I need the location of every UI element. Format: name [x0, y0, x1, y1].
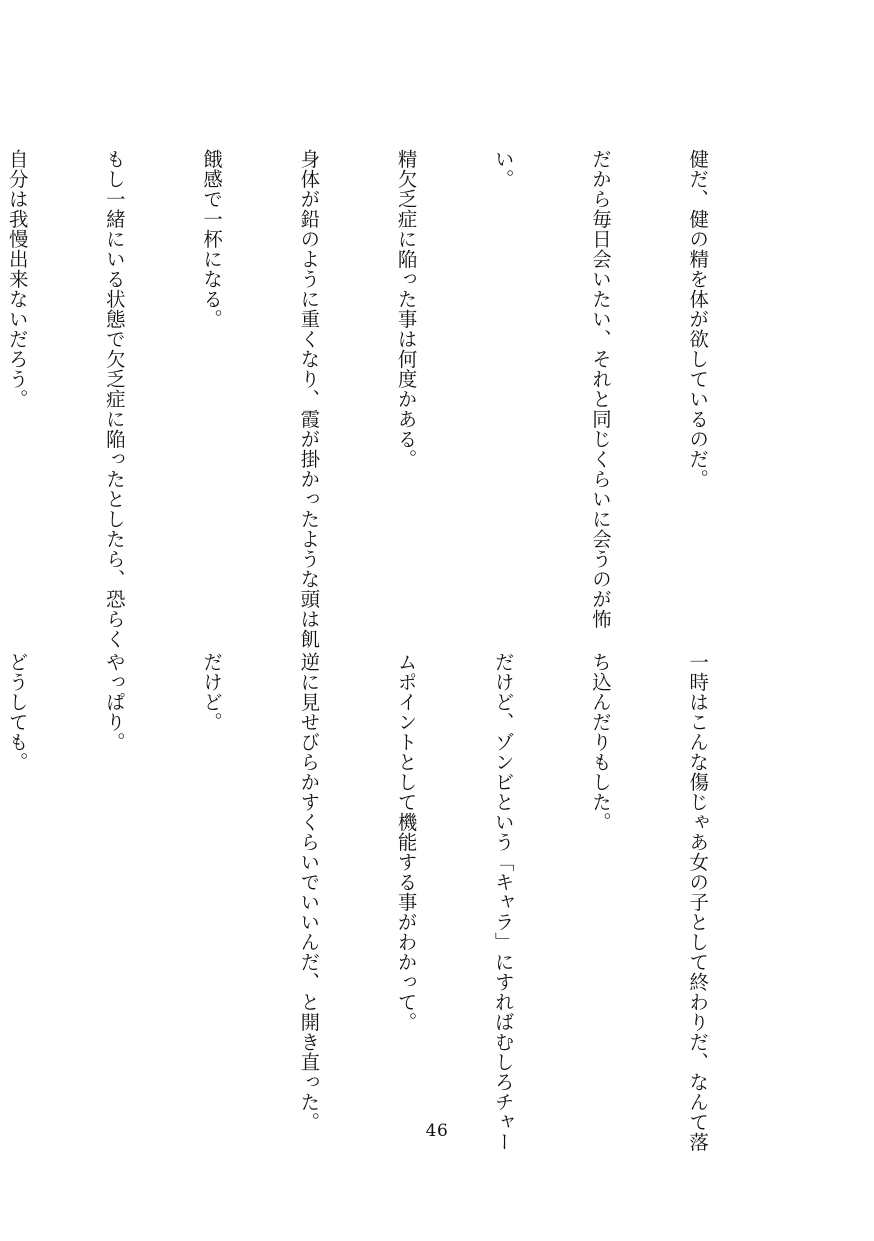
text-line: 健だ、健の精を体が欲しているのだ。: [686, 149, 710, 489]
text-line: やっぱり。: [102, 652, 126, 752]
text-line: 身体が鉛のように重くなり、霞が掛かったような頭は飢: [297, 149, 321, 649]
text-line: ムポイントとして機能する事がわかって。: [394, 652, 418, 1032]
text-line: 自分は我慢出来ないだろう。: [5, 149, 29, 409]
text-line: もし一緒にいる状態で欠乏症に陥ったとしたら、恐らく: [102, 149, 126, 649]
text-line: 餓感で一杯になる。: [200, 149, 224, 329]
text-line: どうしても。: [5, 652, 29, 772]
text-line: ち込んだりもした。: [588, 652, 612, 832]
text-line: だから毎日会いたい、それと同じくらいに会うのが怖: [588, 149, 612, 629]
text-line: だけど、ゾンビという「キャラ」にすればむしろチャー: [491, 652, 515, 1152]
top-text-block: [5, 149, 778, 649]
text-line: い。: [491, 149, 515, 189]
text-line: 逆に見せびらかすくらいでいいんだ、と開き直った。: [297, 652, 321, 1132]
text-line: だけど。: [200, 652, 224, 732]
text-line: 一時はこんな傷じゃあ女の子として終わりだ、なんて落: [686, 652, 710, 1152]
text-line: 精欠乏症に陥った事は何度かある。: [394, 149, 418, 469]
page-number: 46: [425, 1121, 449, 1141]
